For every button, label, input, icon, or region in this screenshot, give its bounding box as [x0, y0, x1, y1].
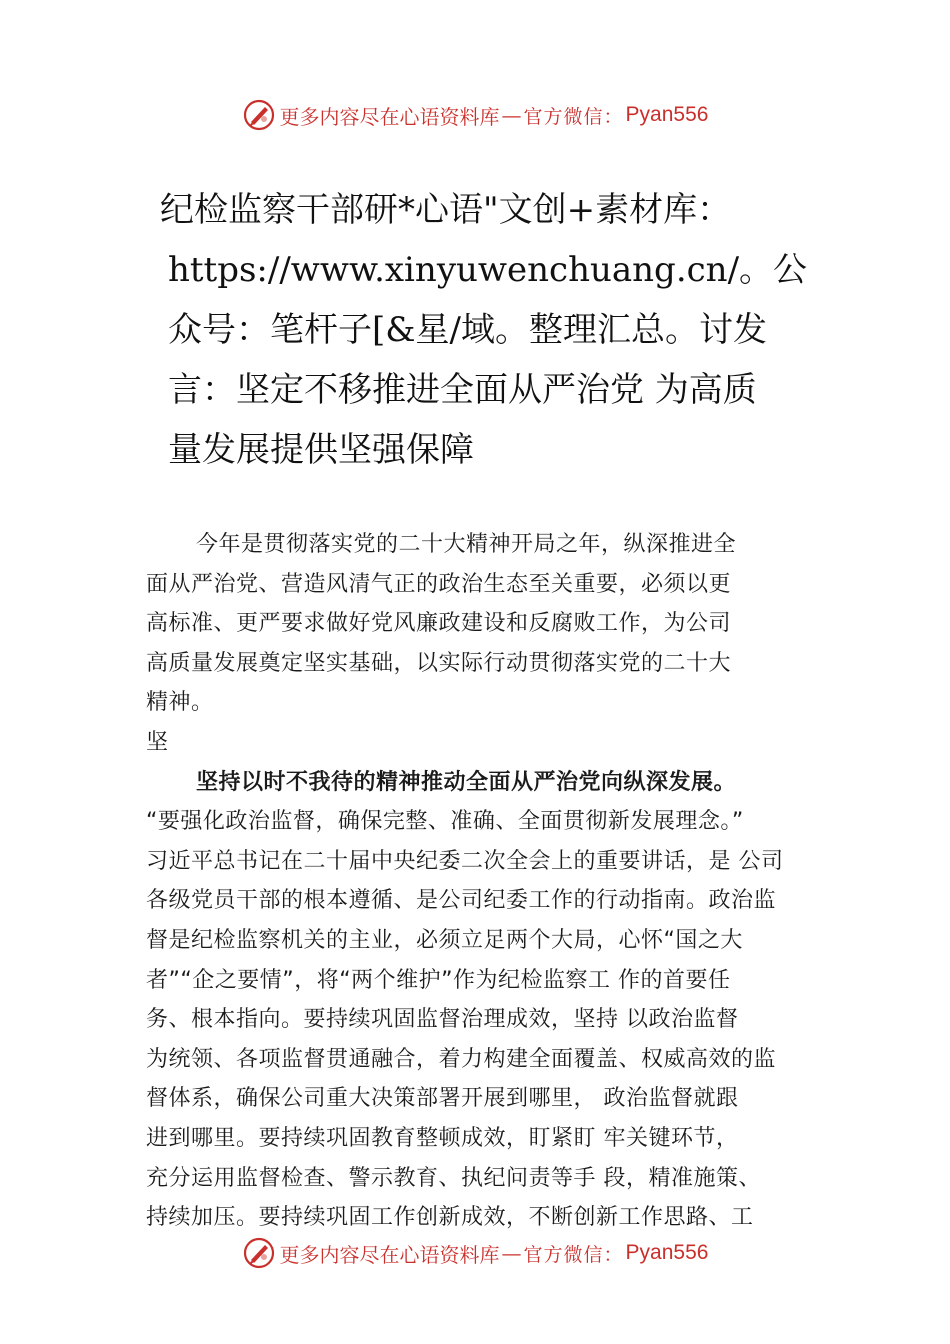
banner-wechat-label: 官方微信： [523, 105, 624, 128]
banner-promo-text: 更多内容尽在心语资料库 [279, 1242, 500, 1267]
banner-wechat-label: 官方微信： [523, 1243, 624, 1266]
document-body [146, 525, 836, 1238]
banner-wechat-id: Pyan556 [625, 103, 709, 126]
banner-dash: — [501, 103, 522, 127]
footer-banner [0, 1233, 950, 1273]
pen-seal-logo-icon [242, 98, 276, 132]
paragraph-fragment [146, 723, 836, 763]
title-line: 众号：笔杆子[&星/域。整理汇总。讨发 [168, 310, 767, 350]
text-line: 务、根本指向。要持续巩固监督治理成效，坚持 以政治监督 [146, 1007, 739, 1033]
text-line: 进到哪里。要持续巩固教育整顿成效，盯紧盯 牢关键环节， [146, 1125, 739, 1151]
text-line: 面从严治党、营造风清气正的政治生态至关重要，必须以更 [146, 571, 732, 597]
paragraph-section [146, 763, 836, 1238]
text-line: 充分运用监督检查、警示教育、执纪问责等手 段，精准施策、 [146, 1165, 761, 1191]
text-line: 习近平总书记在二十届中央纪委二次全会上的重要讲话，是 公司 [146, 848, 784, 874]
text-line: 持续加压。要持续巩固工作创新成效，不断创新工作思路、工 [146, 1205, 754, 1231]
pen-seal-logo-icon [242, 1236, 276, 1270]
header-banner [0, 95, 950, 135]
title-line: 量发展提供坚强保障 [168, 430, 474, 470]
text-line: 督体系，确保公司重大决策部署开展到哪里， 政治监督就跟 [146, 1086, 739, 1112]
banner-wechat-id: Pyan556 [625, 1241, 709, 1264]
text-line: “要强化政治监督，确保完整、准确、全面贯彻新发展理念。” [146, 809, 744, 835]
title-line: 言：坚定不移推进全面从严治党 为高质 [168, 370, 757, 410]
banner-dash: — [501, 1241, 522, 1265]
banner-promo-text: 更多内容尽在心语资料库 [279, 104, 500, 129]
text-line: 精神。 [146, 690, 214, 716]
text-line: 者”“企之要情”，将“两个维护”作为纪检监察工 作的首要任 [146, 967, 731, 993]
text-line: 坚 [146, 729, 169, 755]
text-line: 督是纪检监察机关的主业，必须立足两个大局，心怀“国之大 [146, 927, 743, 953]
text-line: 各级党员干部的根本遵循、是公司纪委工作的行动指南。政治监 [146, 888, 777, 914]
title-line: https://www.xinyuwenchuang.cn/。公 [168, 250, 808, 290]
text-line: 今年是贯彻落实党的二十大精神开局之年，纵深推进全 [196, 532, 737, 557]
document-title [160, 180, 808, 480]
section-heading: 坚持以时不我待的精神推动全面从严治党向纵深发展。 [196, 769, 737, 795]
text-line: 高质量发展奠定坚实基础，以实际行动贯彻落实党的二十大 [146, 650, 732, 676]
text-line: 高标准、更严要求做好党风廉政建设和反腐败工作，为公司 [146, 611, 732, 637]
paragraph-intro [146, 525, 836, 723]
text-line: 为统领、各项监督贯通融合，着力构建全面覆盖、权威高效的监 [146, 1046, 777, 1072]
title-line: 纪检监察干部研*心语"文创+素材库： [160, 190, 732, 230]
